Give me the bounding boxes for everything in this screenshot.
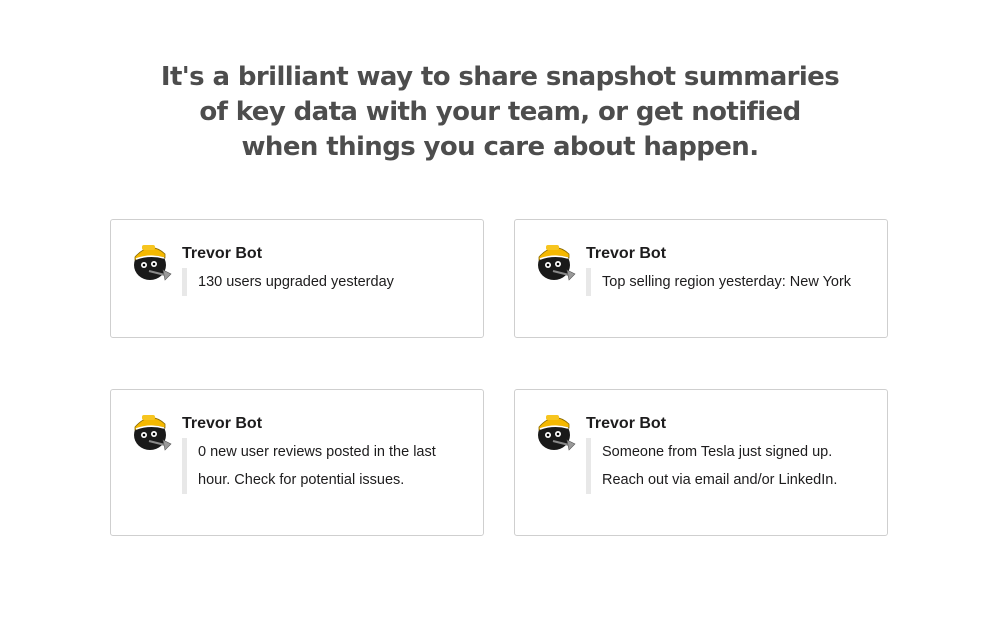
message-quote (182, 438, 468, 494)
message-text: hour. Check for potential issues. (198, 472, 405, 488)
message-card (110, 389, 484, 536)
message-quote (586, 438, 872, 494)
trevor-bot-avatar-icon (536, 241, 576, 281)
message-card (514, 219, 888, 338)
bot-name: Trevor Bot (586, 415, 667, 432)
message-text: Reach out via email and/or LinkedIn. (602, 472, 838, 488)
headline-line: when things you care about happen. (241, 132, 759, 162)
message-text: 130 users upgraded yesterday (198, 274, 394, 290)
bot-name: Trevor Bot (182, 415, 263, 432)
trevor-bot-avatar-icon (536, 411, 576, 451)
trevor-bot-avatar-icon (132, 411, 172, 451)
message-text: Someone from Tesla just signed up. (602, 444, 833, 460)
bot-name: Trevor Bot (586, 245, 667, 262)
bot-name: Trevor Bot (182, 245, 263, 262)
headline (140, 60, 860, 165)
message-text: 0 new user reviews posted in the last (198, 444, 436, 460)
message-quote (586, 268, 872, 296)
trevor-bot-avatar-icon (132, 241, 172, 281)
message-card (110, 219, 484, 338)
message-text: Top selling region yesterday: New York (602, 274, 852, 290)
message-quote (182, 268, 468, 296)
message-card (514, 389, 888, 536)
headline-line: of key data with your team, or get notified (199, 97, 801, 127)
headline-line: It's a brilliant way to share snapshot summaries (160, 62, 840, 92)
